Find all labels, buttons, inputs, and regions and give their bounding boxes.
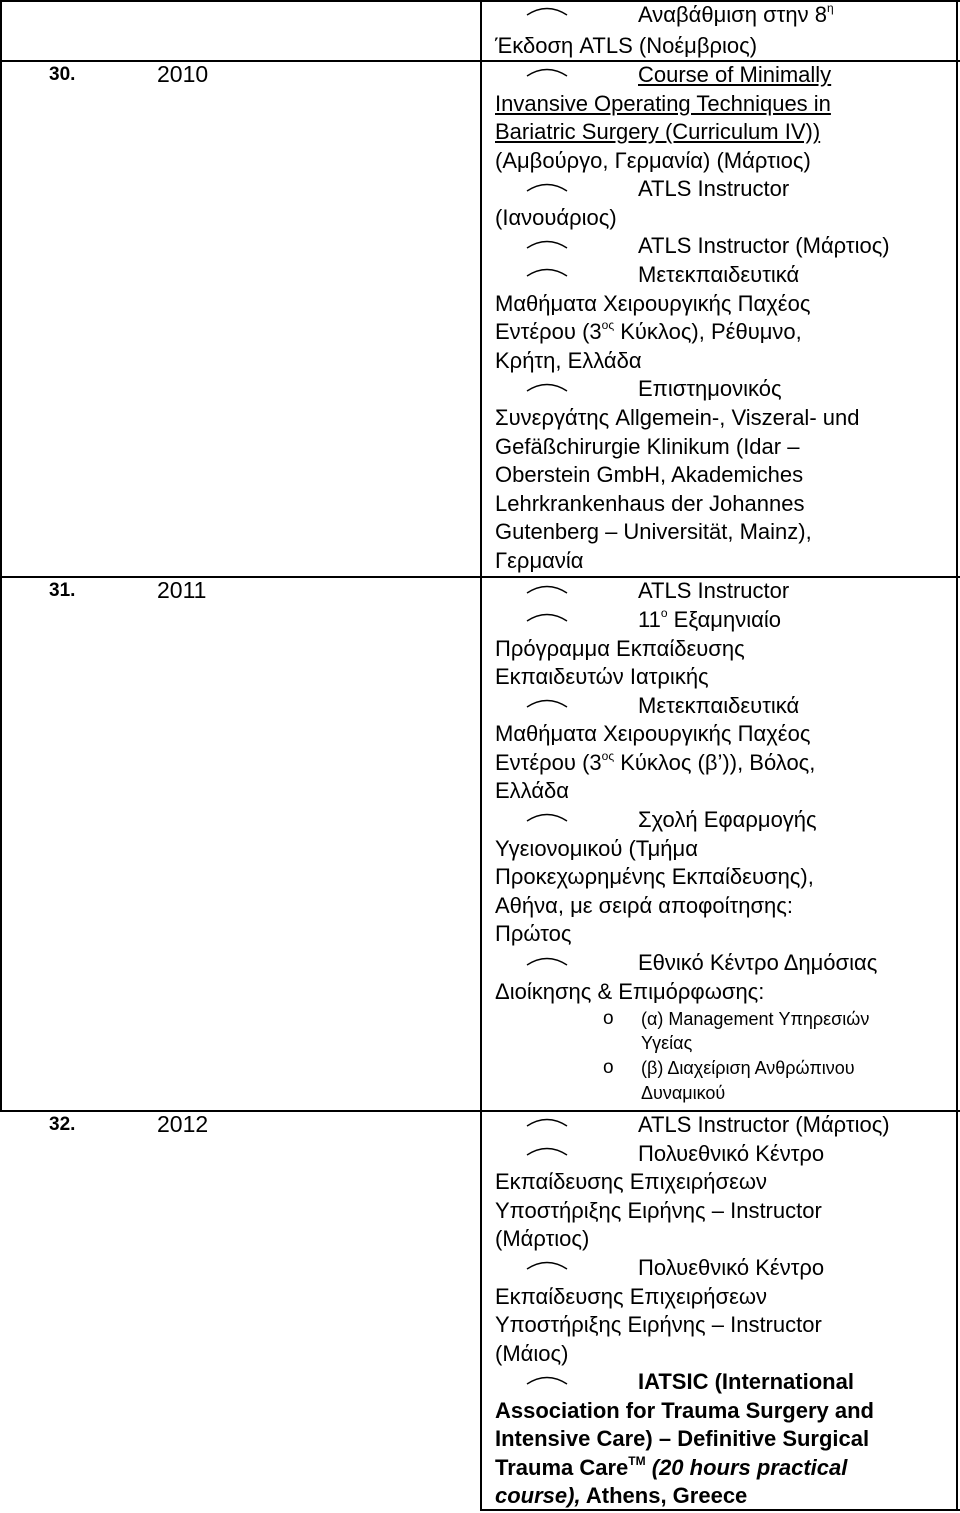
entry-line: ATLS Instructor	[638, 578, 790, 603]
bullet-arc-icon	[525, 808, 569, 824]
entry-line: Bariatric Surgery (Curriculum IV))	[495, 119, 821, 144]
bullet-arc-icon	[525, 580, 569, 596]
entry-line: Εντέρου ($3^{o\varsigma}$ Κύκλος), Ρέθυμνο,	[495, 318, 802, 344]
entry-line: course), Athens, Greece	[495, 1483, 748, 1508]
sublist-line: (β) Διαχείριση Ανθρώπινου	[641, 1058, 855, 1078]
entry-line: ATLS Instructor (Μάρτιος)	[638, 233, 890, 258]
bullet-arc-icon	[525, 1142, 569, 1158]
row-number: 32.	[49, 1114, 76, 1135]
row-number: 30.	[49, 64, 76, 85]
entry-line: Σχολή Εφαρμογής	[638, 807, 817, 832]
entry-line: Επιστημονικός	[638, 376, 782, 401]
bullet-arc-icon	[525, 63, 569, 79]
entry-line: Κρήτη, Ελλάδα	[495, 348, 642, 373]
bullet-arc-icon	[525, 694, 569, 710]
entry-line: Αναβάθμιση στην $8^\eta$	[638, 1, 834, 27]
entry-line: Μαθήματα Χειρουργικής Παχέος	[495, 291, 811, 316]
entry-line: Εντέρου ($3^{o\varsigma}$ Κύκλος (β’)), Βόλος,	[495, 749, 816, 775]
table-border-right	[956, 0, 958, 1511]
entry-line: Συνεργάτης Allgemein-, Viszeral- und	[495, 405, 860, 430]
entry-line: Εκπαίδευσης Επιχειρήσεων	[495, 1169, 768, 1194]
entry-line: Εθνικό Κέντρο Δημόσιας	[638, 950, 878, 975]
entry-line: (Ιανουάριος)	[495, 205, 617, 230]
entry-line: Πολυεθνικό Κέντρο	[638, 1141, 825, 1166]
entry-line: Lehrkrankenhaus der Johannes	[495, 491, 805, 516]
bullet-arc-icon	[525, 608, 569, 624]
entry-line: IATSIC (International	[638, 1369, 854, 1394]
entry-line: Μαθήματα Χειρουργικής Παχέος	[495, 721, 811, 746]
entry-line: Oberstein GmbH, Akademiches	[495, 462, 804, 487]
entry-line: Πρώτος	[495, 921, 572, 946]
entry-line: Association for Trauma Surgery and	[495, 1398, 874, 1423]
column-divider	[480, 0, 482, 1511]
entry-line: Trauma Care™ (20 hours practical	[495, 1454, 848, 1480]
entry-line: $11^o$ Εξαμηνιαίο	[638, 606, 781, 632]
sublist-line: (α) Management Υπηρεσιών	[641, 1009, 870, 1029]
sublist-bullet: o	[603, 1008, 614, 1029]
row-number: 31.	[49, 580, 76, 601]
row-year: 2012	[157, 1111, 209, 1137]
row-year: 2011	[157, 577, 207, 603]
row-year: 2010	[157, 61, 209, 87]
entry-line: ATLS Instructor	[638, 176, 790, 201]
entry-line: Ελλάδα	[495, 778, 570, 803]
entry-line: Μετεκπαιδευτικά	[638, 262, 800, 287]
sublist-line: Υγείας	[641, 1033, 693, 1053]
entry-line: Διοίκησης & Επιμόρφωσης:	[495, 979, 765, 1004]
entry-line: Υποστήριξης Ειρήνης – Instructor	[495, 1312, 822, 1337]
entry-line: Μετεκπαιδευτικά	[638, 693, 800, 718]
entry-line: Έκδοση ATLS (Νοέμβριος)	[495, 33, 758, 58]
entry-line: (Αμβούργο, Γερμανία) (Μάρτιος)	[495, 148, 811, 173]
entry-line: ATLS Instructor (Μάρτιος)	[638, 1112, 890, 1137]
entry-line: Εκπαίδευσης Επιχειρήσεων	[495, 1284, 768, 1309]
entry-line: Intensive Care) – Definitive Surgical	[495, 1426, 870, 1451]
bullet-arc-icon	[525, 378, 569, 394]
entry-line: (Μάιος)	[495, 1341, 569, 1366]
entry-line: Gefäßchirurgie Klinikum (Idar –	[495, 434, 800, 459]
bullet-arc-icon	[525, 235, 569, 251]
bullet-arc-icon	[525, 952, 569, 968]
entry-line: Αθήνα, με σειρά αποφοίτησης:	[495, 893, 793, 918]
bullet-arc-icon	[525, 1371, 569, 1387]
sublist-line: Δυναμικού	[641, 1083, 726, 1103]
entry-line: Γερμανία	[495, 548, 584, 573]
entry-line: Υποστήριξης Ειρήνης – Instructor	[495, 1198, 822, 1223]
entry-line: Πολυεθνικό Κέντρο	[638, 1255, 825, 1280]
entry-line: Υγειονομικού (Τμήμα	[495, 836, 698, 861]
entry-line: (Μάρτιος)	[495, 1226, 590, 1251]
entry-line: Course of Minimally	[638, 62, 832, 87]
bullet-arc-icon	[525, 263, 569, 279]
entry-line: Προκεχωρημένης Εκπαίδευσης),	[495, 864, 814, 889]
bullet-arc-icon	[525, 2, 569, 18]
bullet-arc-icon	[525, 1113, 569, 1129]
entry-line: Εκπαιδευτών Ιατρικής	[495, 664, 709, 689]
sublist-bullet: o	[603, 1057, 614, 1078]
entry-line: Πρόγραμμα Εκπαίδευσης	[495, 636, 745, 661]
bullet-arc-icon	[525, 1256, 569, 1272]
table-border-left	[0, 0, 2, 1111]
bullet-arc-icon	[525, 178, 569, 194]
entry-line: Gutenberg – Universität, Mainz),	[495, 519, 812, 544]
entry-line: Invansive Operating Techniques in	[495, 91, 831, 116]
